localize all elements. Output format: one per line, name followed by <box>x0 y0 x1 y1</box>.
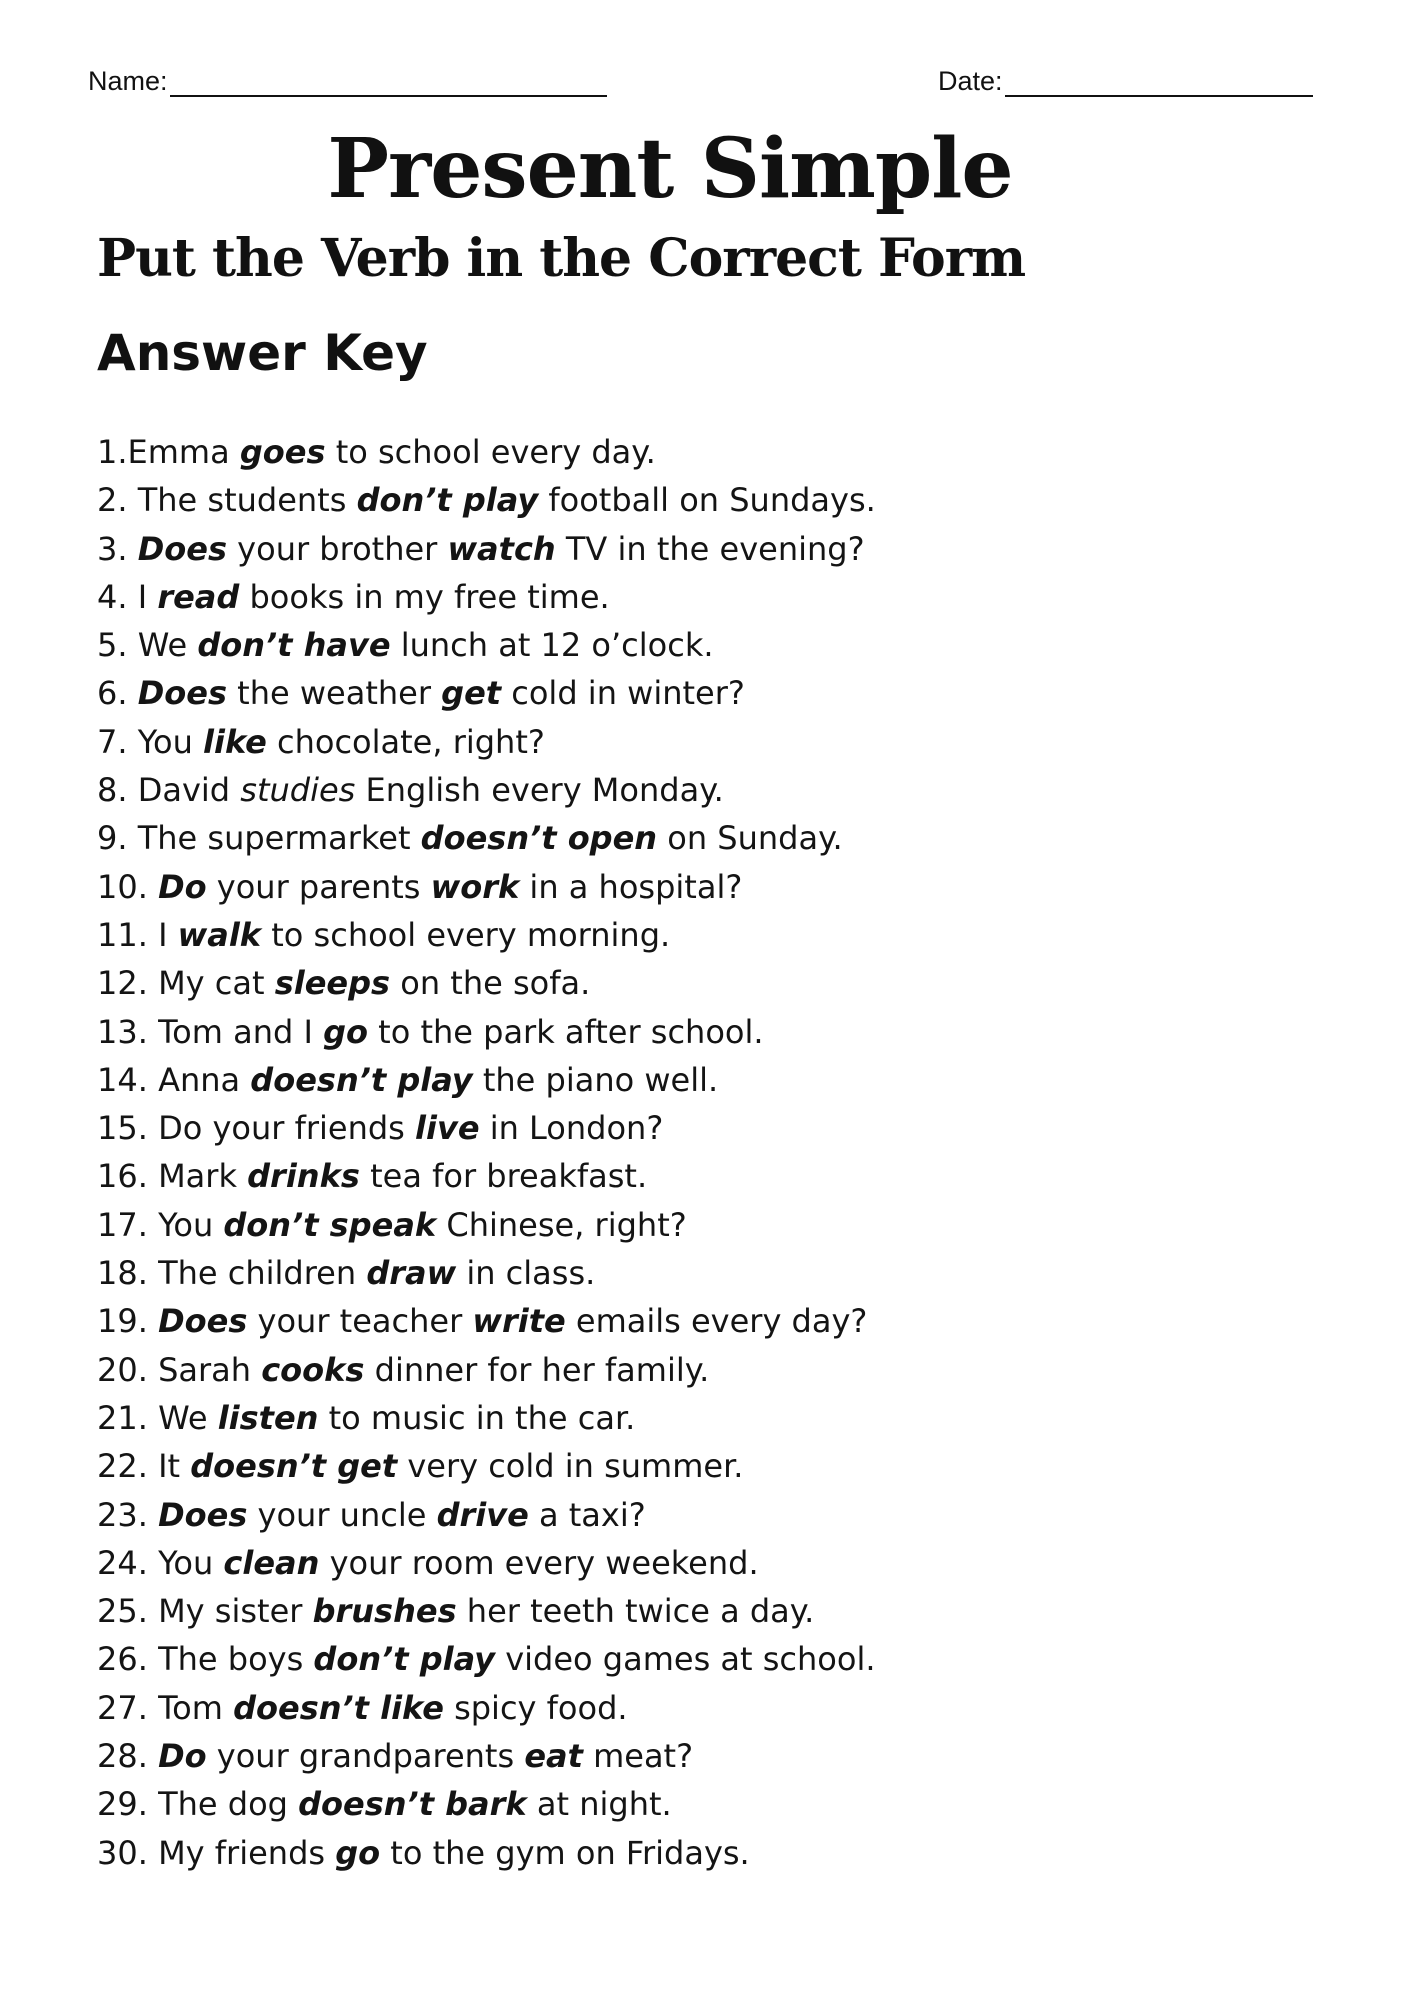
answer-item <box>97 814 876 862</box>
answer-text: to the park after school. <box>367 1012 764 1051</box>
answer-item <box>97 476 876 524</box>
answer-verb: goes <box>239 433 326 471</box>
page-title: Present Simple <box>327 121 1013 217</box>
answer-text: English every Monday. <box>355 771 724 810</box>
answer-verb: drinks <box>247 1157 360 1196</box>
answer-text: 20. Sarah <box>97 1350 262 1389</box>
answer-item <box>97 621 876 669</box>
name-blank-line[interactable] <box>170 71 607 97</box>
answer-verb: drive <box>436 1495 529 1534</box>
answer-text: 29. The dog <box>97 1785 299 1824</box>
answer-item <box>97 1201 876 1249</box>
answer-text: tea for breakfast. <box>359 1157 648 1196</box>
answer-text: 8. David <box>97 771 241 810</box>
answer-text: TV in the evening? <box>555 529 865 568</box>
date-blank-line[interactable] <box>1005 71 1313 97</box>
answer-text: football on Sundays. <box>538 481 876 520</box>
answer-text: your room every weekend. <box>319 1543 759 1582</box>
answer-verb: go <box>323 1012 368 1051</box>
answer-verb: cooks <box>261 1350 365 1389</box>
answer-item <box>97 1635 876 1683</box>
answer-text: 2. The students <box>97 481 357 520</box>
answer-text: emails every day? <box>565 1302 868 1341</box>
answer-verb: clean <box>223 1543 320 1582</box>
answer-verb: doesn’t get <box>190 1447 398 1486</box>
answer-text: at night. <box>526 1785 672 1824</box>
answer-verb: Does <box>158 1495 248 1534</box>
answer-item <box>97 1539 876 1587</box>
answer-text: in London? <box>479 1109 664 1148</box>
answer-verb: walk <box>177 915 262 954</box>
answer-item <box>97 573 876 621</box>
answer-verb: read <box>157 577 240 616</box>
answer-text: cold in winter? <box>501 674 745 713</box>
page-subtitle: Put the Verb in the Correct Form <box>97 228 1026 289</box>
answer-item <box>97 1829 876 1877</box>
answer-text: on the sofa. <box>390 964 591 1003</box>
answer-text: to school every day. <box>325 433 656 471</box>
answer-text: 27. Tom <box>97 1688 234 1727</box>
answer-item <box>97 1780 876 1828</box>
answer-item <box>97 766 876 814</box>
answer-item <box>97 1442 876 1490</box>
answer-text: video games at school. <box>495 1640 876 1679</box>
answer-item <box>97 718 876 766</box>
name-label: Name: <box>88 66 168 96</box>
answer-text: her teeth twice a day. <box>456 1592 815 1631</box>
answer-verb: listen <box>217 1398 319 1437</box>
answer-text: 9. The supermarket <box>97 819 421 858</box>
answer-text: a taxi? <box>528 1495 646 1534</box>
answer-text: chocolate, right? <box>266 722 545 761</box>
answer-verb: doesn’t like <box>233 1688 444 1727</box>
answer-verb: go <box>335 1833 381 1872</box>
answer-text: to music in the car. <box>318 1398 636 1437</box>
answer-item <box>97 1587 876 1635</box>
answer-text: spicy food. <box>443 1688 628 1727</box>
answer-verb: doesn’t open <box>420 819 658 858</box>
answer-list <box>97 428 876 1877</box>
answer-text: 1.Emma <box>97 433 240 471</box>
answer-text: 23. <box>97 1495 159 1534</box>
answer-text: 30. My friends <box>97 1833 336 1872</box>
answer-text: 3. <box>97 529 138 568</box>
answer-text: 22. It <box>97 1447 191 1486</box>
answer-item <box>97 1732 876 1780</box>
answer-verb: studies <box>240 771 356 810</box>
answer-verb: Do <box>158 867 207 906</box>
answer-text: 5. We <box>97 626 198 665</box>
answer-text: 11. I <box>97 915 178 954</box>
answer-verb: sleeps <box>274 964 391 1003</box>
answer-text: 28. <box>97 1737 159 1776</box>
answer-verb: Does <box>137 674 227 713</box>
answer-text: dinner for her family. <box>364 1350 710 1389</box>
answer-item <box>97 1394 876 1442</box>
answer-text: 6. <box>97 674 138 713</box>
answer-item <box>97 1056 876 1104</box>
answer-text: in class. <box>456 1254 596 1293</box>
answer-key-heading: Answer Key <box>97 324 428 382</box>
answer-verb: don’t play <box>356 481 539 520</box>
answer-verb: Does <box>137 529 227 568</box>
answer-item <box>97 1491 876 1539</box>
header-row <box>88 66 1328 106</box>
answer-item <box>97 428 876 476</box>
answer-text: your parents <box>206 867 431 906</box>
answer-verb: eat <box>524 1737 583 1776</box>
answer-text: 21. We <box>97 1398 218 1437</box>
answer-verb: brushes <box>312 1592 457 1631</box>
answer-text: 4. I <box>97 577 158 616</box>
answer-item <box>97 1152 876 1200</box>
answer-text: lunch at 12 o’clock. <box>390 626 714 665</box>
answer-text: your uncle <box>247 1495 437 1534</box>
answer-text: 18. The children <box>97 1254 367 1293</box>
date-field[interactable] <box>938 66 1313 97</box>
answer-text: 17. You <box>97 1205 224 1244</box>
date-label: Date: <box>938 66 1003 96</box>
name-field[interactable] <box>88 66 607 97</box>
answer-item <box>97 1104 876 1152</box>
answer-text: 25. My sister <box>97 1592 313 1631</box>
answer-text: to the gym on Fridays. <box>380 1833 750 1872</box>
answer-verb: get <box>441 674 502 713</box>
answer-verb: work <box>430 867 520 906</box>
answer-text: 13. Tom and I <box>97 1012 324 1051</box>
answer-text: very cold in summer. <box>397 1447 744 1486</box>
answer-item <box>97 863 876 911</box>
answer-text: 16. Mark <box>97 1157 248 1196</box>
answer-item <box>97 669 876 717</box>
answer-verb: write <box>472 1302 566 1341</box>
answer-text: 24. You <box>97 1543 224 1582</box>
answer-text: 10. <box>97 867 159 906</box>
answer-text: 19. <box>97 1302 159 1341</box>
answer-verb: like <box>203 722 267 761</box>
answer-verb: live <box>415 1109 480 1148</box>
answer-verb: draw <box>366 1254 457 1293</box>
answer-item <box>97 911 876 959</box>
answer-verb: Do <box>158 1737 207 1776</box>
answer-text: in a hospital? <box>519 867 743 906</box>
answer-item <box>97 1008 876 1056</box>
answer-text: Chinese, right? <box>436 1205 687 1244</box>
answer-verb: don’t speak <box>223 1205 437 1244</box>
answer-item <box>97 1249 876 1297</box>
answer-text: 12. My cat <box>97 964 275 1003</box>
answer-text: 15. Do your friends <box>97 1109 416 1148</box>
answer-item <box>97 525 876 573</box>
answer-text: on Sunday. <box>657 819 843 858</box>
answer-text: 14. Anna <box>97 1060 251 1099</box>
answer-text: your brother <box>227 529 448 568</box>
answer-verb: Does <box>158 1302 248 1341</box>
answer-item <box>97 1684 876 1732</box>
answer-verb: doesn’t play <box>250 1060 473 1099</box>
answer-text: meat? <box>582 1737 694 1776</box>
answer-text: your teacher <box>247 1302 473 1341</box>
answer-verb: watch <box>447 529 556 568</box>
answer-text: your grandparents <box>206 1737 525 1776</box>
answer-text: the weather <box>227 674 442 713</box>
answer-text: to school every morning. <box>261 915 671 954</box>
answer-text: 7. You <box>97 722 204 761</box>
answer-item <box>97 1346 876 1394</box>
answer-text: the piano well. <box>472 1060 719 1099</box>
answer-item <box>97 959 876 1007</box>
answer-text: books in my free time. <box>239 577 610 616</box>
answer-verb: don’t play <box>313 1640 496 1679</box>
answer-verb: don’t have <box>197 626 391 665</box>
answer-verb: doesn’t bark <box>298 1785 527 1824</box>
answer-text: 26. The boys <box>97 1640 314 1679</box>
answer-item <box>97 1297 876 1345</box>
